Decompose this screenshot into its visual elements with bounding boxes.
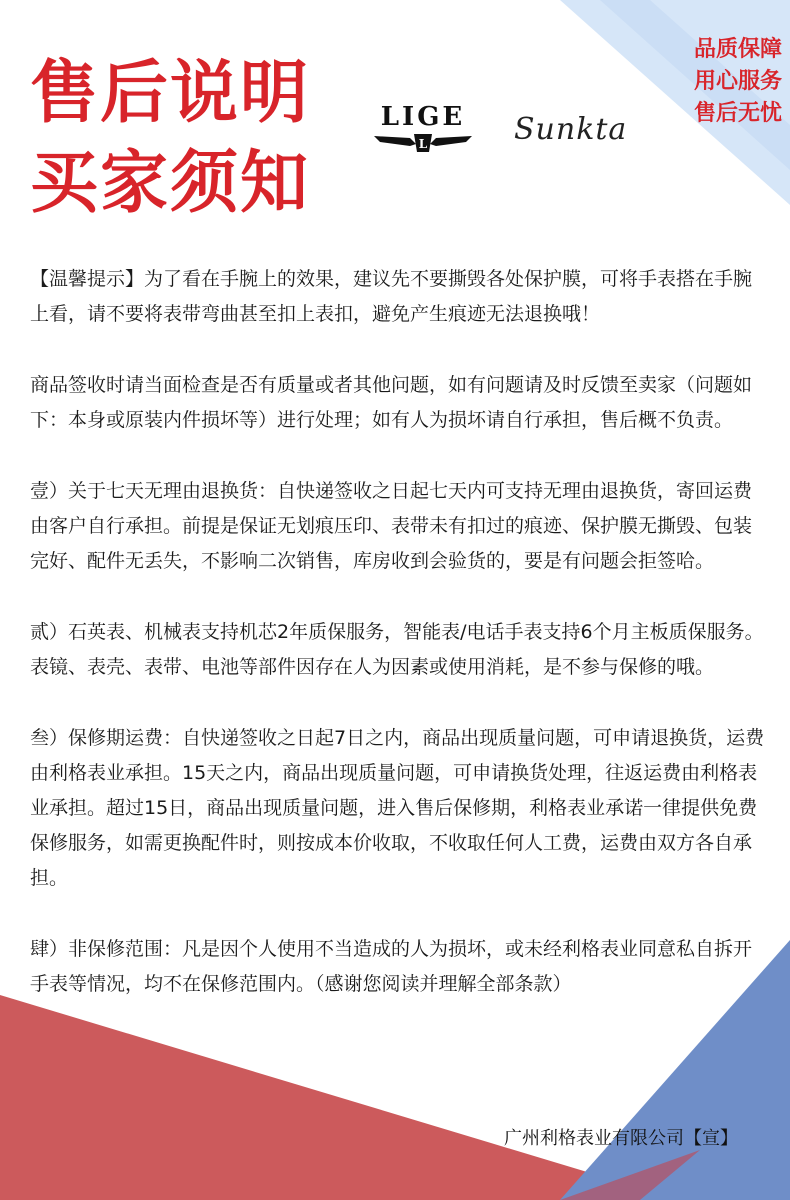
notice-content	[30, 262, 770, 1038]
paragraph-warranty: 贰）石英表、机械表支持机芯2年质保服务，智能表/电话手表支持6个月主板质保服务。表镜、表壳、表带、电池等部件因存在人为因素或使用消耗，是不参与保修的哦。	[30, 621, 764, 678]
slogan-worry-free: 售后无忧	[693, 101, 782, 126]
slogan-service: 用心服务	[693, 69, 782, 94]
lige-logo	[372, 104, 474, 160]
paragraph-seven-day-return: 壹）关于七天无理由退换货：自快递签收之日起七天内可支持无理由退换货，寄回运费由客户自行承担。前提是保证无划痕压印、表带未有扣过的痕迹、保护膜无撕毁、包装完好、配件无丢失，不影响二次销售，库房收到会验货的，要是有问题会拒签哈。	[30, 480, 753, 572]
paragraph-warm-tip: 【温馨提示】为了看在手腕上的效果，建议先不要撕毁各处保护膜，可将手表搭在手腕上看，请不要将表带弯曲甚至扣上表扣，避免产生痕迹无法退换哦！	[30, 268, 753, 325]
lige-logo-sub: L	[418, 137, 428, 151]
company-signature: 广州利格表业有限公司【宣】	[504, 1128, 738, 1149]
lige-wings-emblem	[372, 130, 474, 156]
lige-logo-text: LIGE	[380, 102, 466, 132]
paragraph-non-warranty: 肆）非保修范围：凡是因个人使用不当造成的人为损坏，或未经利格表业同意私自拆开手表等情况，均不在保修范围内。（感谢您阅读并理解全部条款）	[30, 938, 753, 995]
slogan-block	[694, 34, 782, 130]
title-after-sales: 售后说明	[30, 54, 311, 133]
paragraph-inspection: 商品签收时请当面检查是否有质量或者其他问题，如有问题请及时反馈至卖家（问题如下：本身或原装内件损坏等）进行处理；如有人为损坏请自行承担，售后概不负责。	[30, 374, 753, 431]
sunkta-logo: Sunkta	[514, 112, 628, 147]
paragraph-shipping-fees: 叁）保修期运费：自快递签收之日起7日之内，商品出现质量问题，可申请退换货，运费由利格表业承担。15天之内，商品出现质量问题，可申请换货处理，往返运费由利格表业承担。超过15日，商品出现质量问题，进入售后保修期，利格表业承诺一律提供免费保修服务，如需更换配件时，则按成本价收取，不收取任何人工费，运费由双方各自承担。	[30, 727, 765, 889]
slogan-quality: 品质保障	[693, 37, 782, 62]
title-buyer-notice: 买家须知	[30, 144, 311, 223]
